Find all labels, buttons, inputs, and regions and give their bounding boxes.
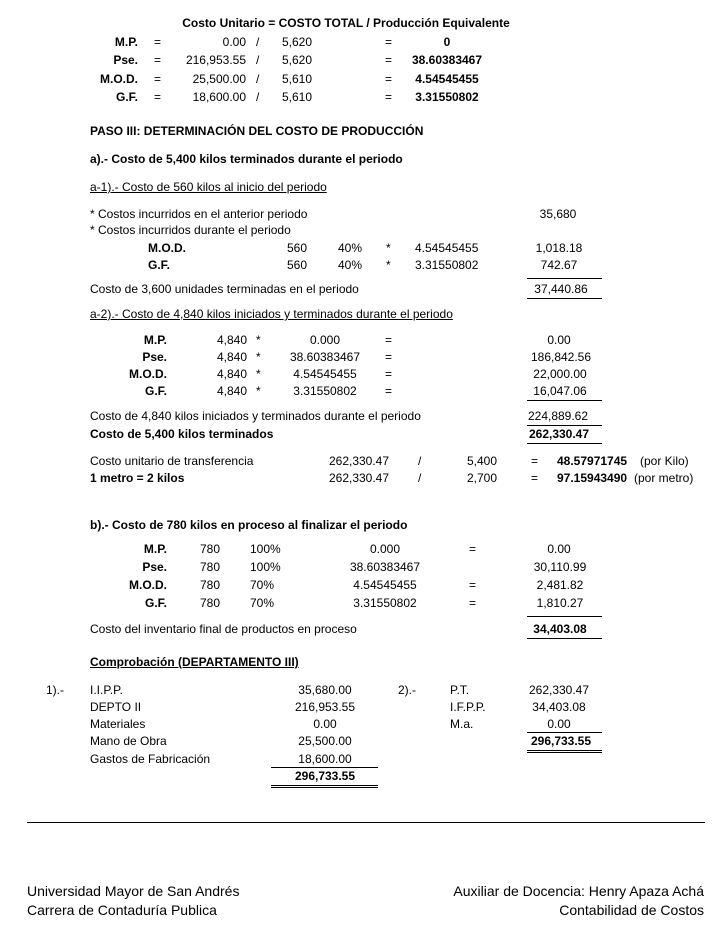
transfer-amount: 262,330.47 [328,454,390,468]
a2-cu: 4.54545455 [293,367,357,381]
b-qty: 780 [200,578,221,592]
equiv-label: M.P. [114,35,138,49]
b-cu: 0.000 [369,542,401,556]
comp-right-label: I.F.P.P. [450,700,486,714]
b-eq: = [469,596,477,610]
b-sum-rule [527,616,602,617]
comp-left-total: 296,733.55 [294,769,356,783]
footer-course: Contabilidad de Costos [559,902,704,918]
a1-line1-value: 35,680 [539,207,577,221]
b-eq: = [469,578,477,592]
a2-cu: 3.31550802 [293,384,357,398]
a1-label: G.F. [148,258,171,272]
equiv-label: G.F. [115,90,138,104]
equiv-eq2: = [385,90,393,104]
b-total: 2,481.82 [536,578,584,592]
footer-instructor: Auxiliar de Docencia: Henry Apaza Achá [453,883,704,899]
equiv-units: 5,620 [282,53,313,67]
equiv-eq2: = [385,35,393,49]
comp-left-label: Mano de Obra [90,734,167,748]
b-pct: 100% [250,560,281,574]
a1-line2-label: * Costos incurridos durante el periodo [90,223,291,237]
a2-eq: = [385,384,393,398]
a1-line1-label: * Costos incurridos en el anterior periodo [90,207,308,221]
transfer-label: Costo unitario de transferencia [90,454,254,468]
a2-cu: 38.60383467 [289,350,361,364]
a1-total: 1,018.18 [535,241,583,255]
equiv-title: Costo Unitario = COSTO TOTAL / Producción Equivalente [182,16,510,30]
paso3-title: PASO III: DETERMINACIÓN DEL COSTO DE PRODUCCIÓN [90,124,424,138]
a1-label: M.O.D. [148,241,186,255]
equiv-total: 18,600.00 [192,90,246,104]
equiv-div: / [256,53,260,67]
b-cu: 4.54545455 [353,578,417,592]
transfer-unit: (por Kilo) [640,454,689,468]
equiv-total: 0.00 [222,35,246,49]
comp-right-label: P.T. [450,683,470,697]
transfer-unit: (por metro) [634,471,694,485]
a2-total: 186,842.56 [530,350,592,364]
a2-label: G.F. [144,384,167,398]
transfer-result: 48.57971745 [557,454,628,468]
b-total-label: Costo del inventario final de productos en proceso [90,622,357,636]
footer-university: Universidad Mayor de San Andrés [27,883,240,899]
comp-right-value: 0.00 [547,717,571,731]
comp-right-total: 296,733.55 [530,734,592,748]
a2-label: M.P. [143,333,167,347]
section-a2-title: a-2).- Costo de 4,840 kilos iniciados y terminados durante el periodo [90,307,453,321]
transfer-qty: 5,400 [466,454,498,468]
b-label: Pse. [142,560,167,574]
a2-op: * [256,367,261,381]
a2-qty: 4,840 [216,367,247,381]
a2-qty: 4,840 [216,350,247,364]
equiv-result: 3.31550802 [415,90,479,104]
b-label: G.F. [144,596,167,610]
comp-left-sum-rule [271,767,378,768]
equiv-eq: = [154,72,162,86]
equiv-label: Pse. [113,53,138,67]
a1-total-underline [527,298,602,299]
comp-left-total-double-rule [271,785,378,788]
transfer-div: / [418,454,422,468]
a2-op: * [256,333,261,347]
a-grand-underline [527,443,602,444]
a1-qty: 560 [286,241,308,255]
b-qty: 780 [200,596,221,610]
a1-total-value: 37,440.86 [534,282,588,296]
b-total: 1,810.27 [536,596,584,610]
equiv-div: / [256,72,260,86]
a1-pct: 40% [337,241,363,255]
a2-total: 22,000.00 [533,367,587,381]
comp-left-label: DEPTO II [90,700,142,714]
equiv-result: 4.54545455 [415,72,479,86]
comp-left-value: 35,680.00 [298,683,352,697]
a2-cu: 0.000 [309,333,341,347]
comp-right-total-double-rule [527,750,602,753]
a2-total: 16,047.06 [533,384,587,398]
a-grand-label: Costo de 5,400 kilos terminados [90,427,274,441]
a2-qty: 4,840 [216,384,247,398]
a1-op: * [386,258,391,272]
comprobacion-title: Comprobación (DEPARTAMENTO III) [90,655,299,669]
equiv-units: 5,610 [282,90,313,104]
comp-right-value: 34,403.08 [532,700,586,714]
equiv-eq2: = [385,53,393,67]
equiv-result: 38.60383467 [411,53,483,67]
transfer-div: / [418,471,422,485]
a2-label: M.O.D. [129,367,167,381]
equiv-eq: = [154,53,162,67]
a1-pct: 40% [337,258,363,272]
equiv-units: 5,610 [282,72,313,86]
equiv-eq: = [154,35,162,49]
comp-left-value: 25,500.00 [298,734,352,748]
equiv-eq: = [154,90,162,104]
a2-label: Pse. [142,350,167,364]
comp-right-label: M.a. [450,717,474,731]
b-total: 30,110.99 [533,560,587,574]
equiv-eq2: = [385,72,393,86]
transfer-result: 97.15943490 [557,471,628,485]
b-total: 0.00 [547,542,571,556]
b-total-underline [527,638,602,639]
b-pct: 70% [250,578,275,592]
a2-total-value: 224,889.62 [527,409,589,423]
comp-left-label: I.I.P.P. [90,683,123,697]
comp-right-number: 2).- [398,683,416,697]
comp-left-label: Gastos de Fabricación [90,752,211,766]
b-pct: 100% [250,542,281,556]
b-label: M.O.D. [129,578,167,592]
equiv-div: / [256,90,260,104]
equiv-result: 0 [443,35,451,49]
equiv-total: 25,500.00 [192,72,246,86]
a1-cu: 3.31550802 [415,258,479,272]
equiv-units: 5,620 [282,35,313,49]
a2-total-label: Costo de 4,840 kilos iniciados y terminados durante el periodo [90,409,421,423]
a2-total: 0.00 [547,333,571,347]
section-a-title: a).- Costo de 5,400 kilos terminados durante el periodo [90,152,403,166]
equiv-div: / [256,35,260,49]
b-cu: 3.31550802 [353,596,417,610]
a1-sum-rule [527,278,602,279]
comp-left-value: 0.00 [313,717,337,731]
section-b-title: b).- Costo de 780 kilos en proceso al finalizar el periodo [90,518,408,532]
a2-sum-rule [527,400,602,401]
a-grand-rule [527,425,602,426]
transfer-label: 1 metro = 2 kilos [90,471,185,485]
a2-op: * [256,350,261,364]
comp-right-value: 262,330.47 [528,683,590,697]
a1-op: * [386,241,391,255]
a1-qty: 560 [286,258,308,272]
b-cu: 38.60383467 [349,560,421,574]
comp-left-label: Materiales [90,717,146,731]
b-label: M.P. [143,542,167,556]
b-pct: 70% [250,596,275,610]
b-eq: = [469,542,477,556]
comp-right-sum-rule [527,732,602,733]
a2-op: * [256,384,261,398]
b-qty: 780 [200,560,221,574]
section-a1-title: a-1).- Costo de 560 kilos al inicio del periodo [90,180,327,194]
comp-left-value: 18,600.00 [298,752,352,766]
footer-career: Carrera de Contaduría Publica [27,902,217,918]
a1-total-label: Costo de 3,600 unidades terminadas en el periodo [90,282,359,296]
a1-total: 742.67 [540,258,578,272]
comp-left-value: 216,953.55 [294,700,356,714]
a2-qty: 4,840 [216,333,247,347]
equiv-label: M.O.D. [100,72,138,86]
a2-eq: = [385,367,393,381]
transfer-eq: = [531,454,539,468]
a2-eq: = [385,350,393,364]
a2-eq: = [385,333,393,347]
b-qty: 780 [200,542,221,556]
equiv-total: 216,953.55 [185,53,246,67]
a1-cu: 4.54545455 [415,241,479,255]
transfer-qty: 2,700 [466,471,498,485]
transfer-amount: 262,330.47 [328,471,390,485]
b-total-value: 34,403.08 [533,622,587,636]
transfer-eq: = [531,471,539,485]
comp-left-number: 1).- [46,683,64,697]
a-grand-value: 262,330.47 [528,427,590,441]
page-separator [27,822,705,823]
